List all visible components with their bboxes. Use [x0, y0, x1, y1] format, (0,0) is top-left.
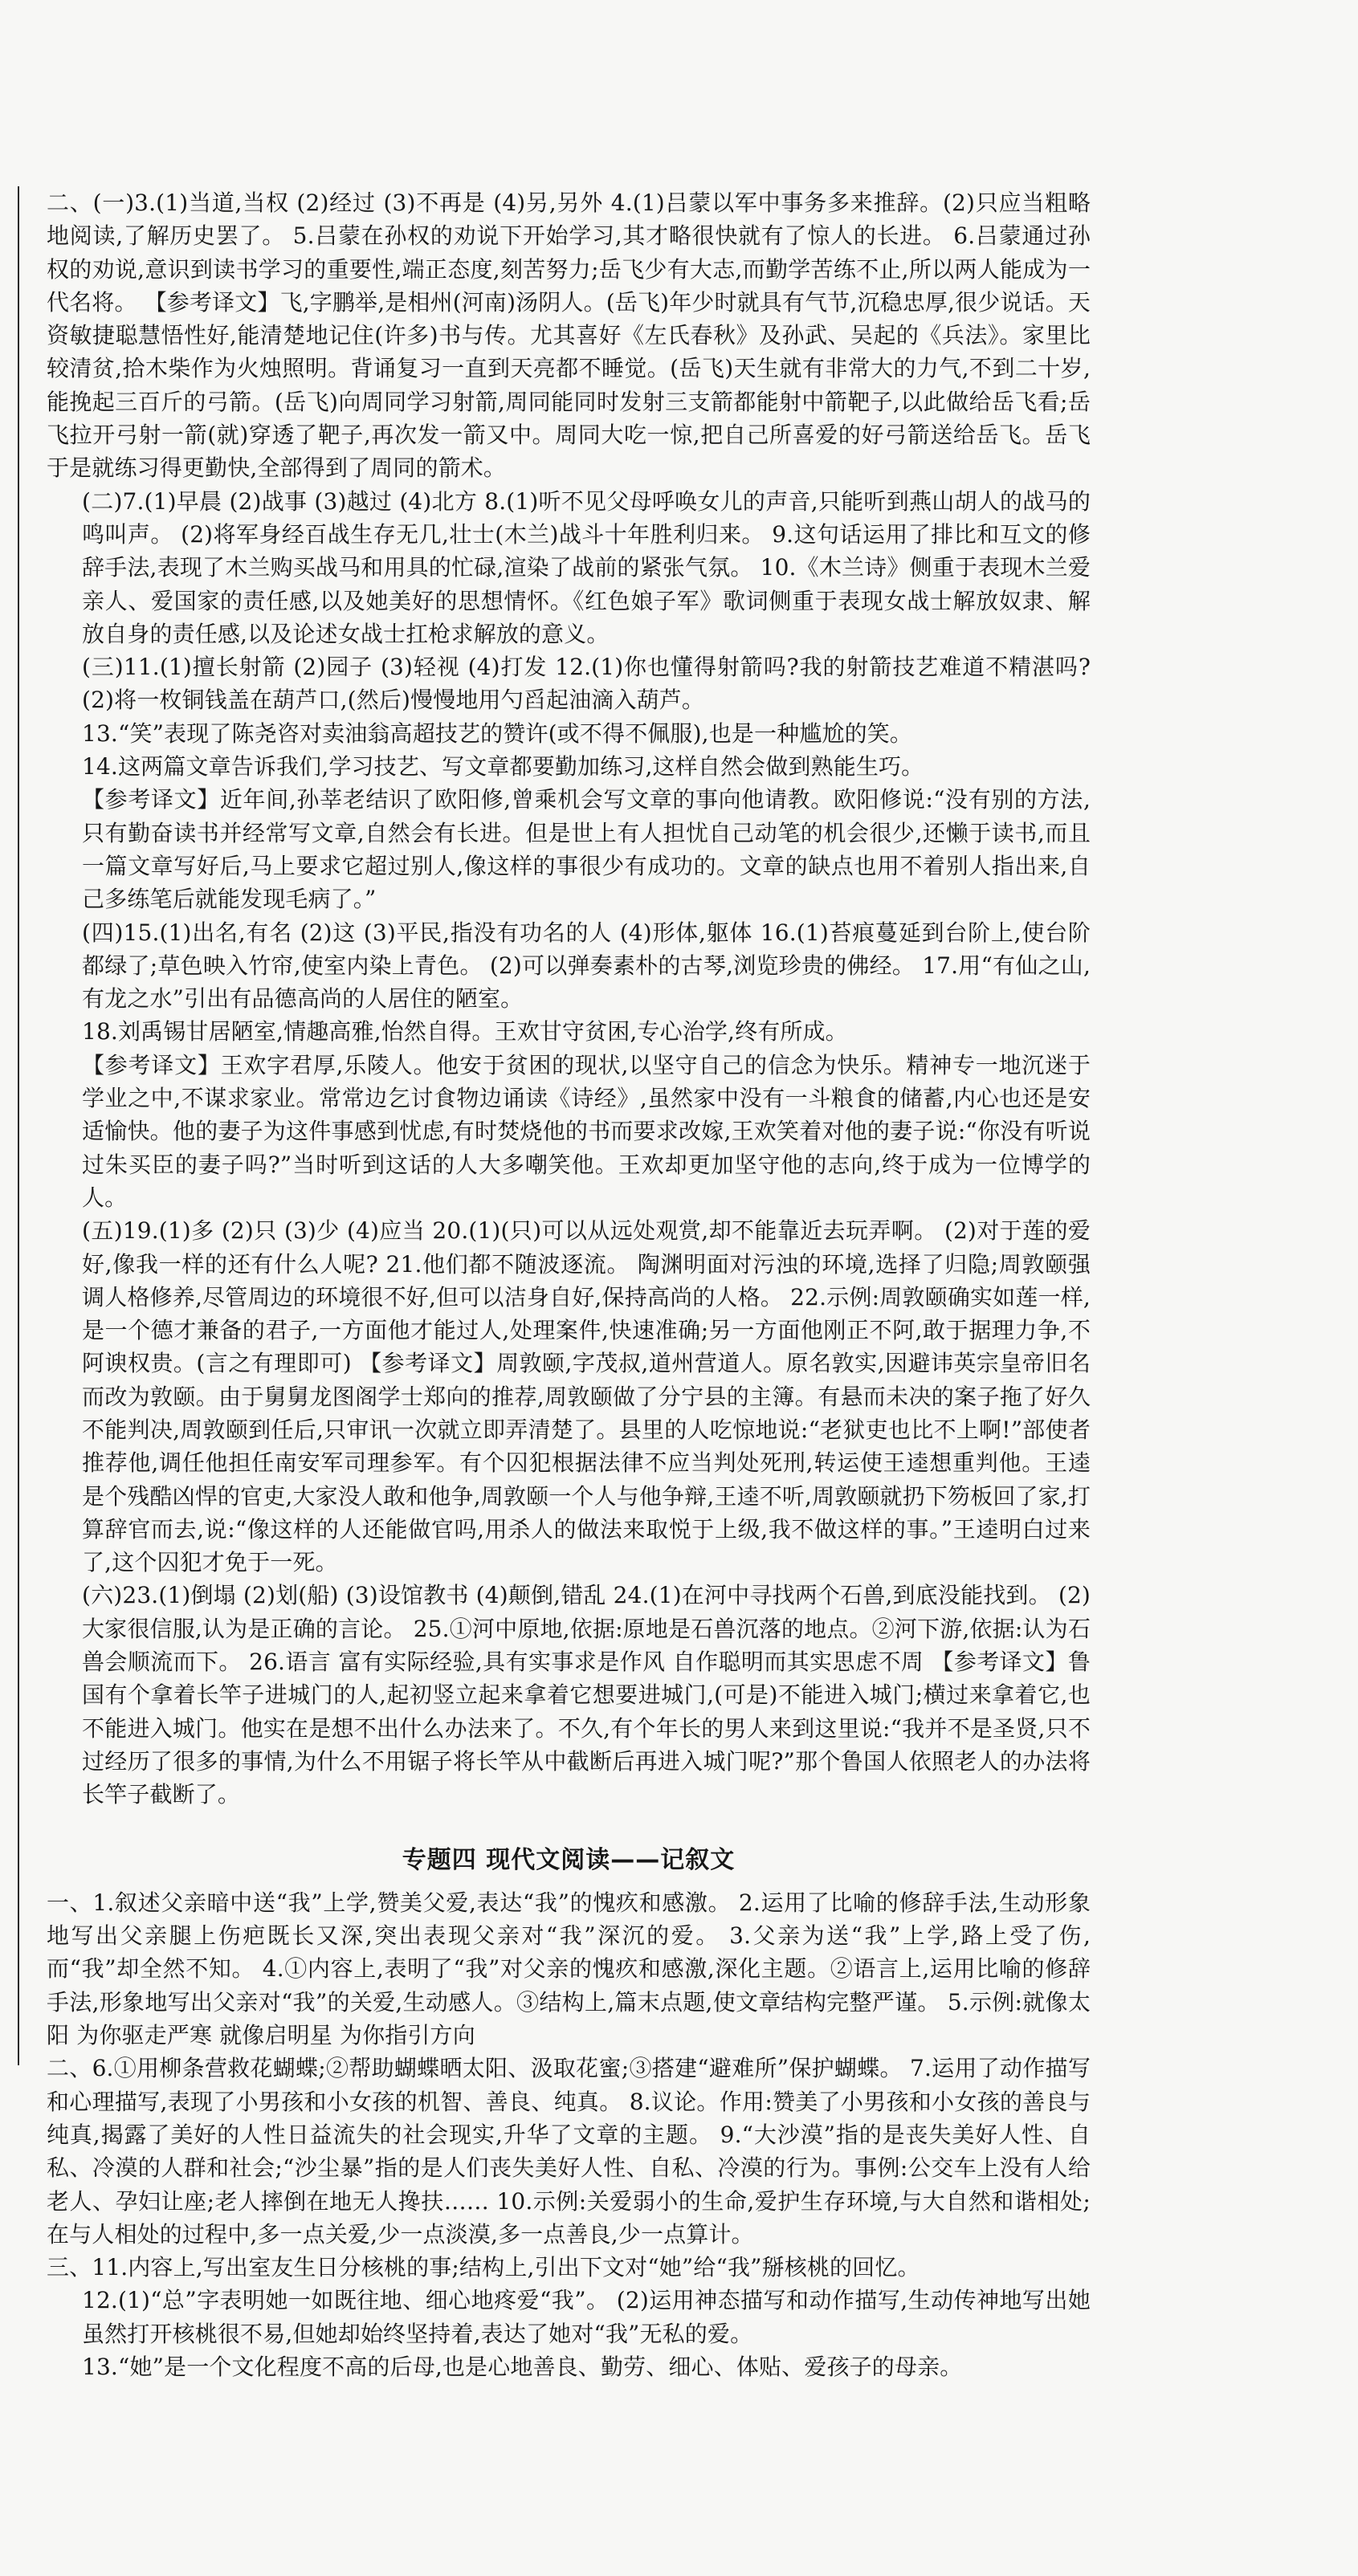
answer-paragraph: (四)15.(1)出名,有名 (2)这 (3)平民,指没有功名的人 (4)形体,躯体 16.(1)苔痕蔓延到台阶上,使台阶都绿了;草色映入竹帘,使室内染上青色。 (2)可以弹奏素朴的古琴,浏览珍贵的佛经。 17.用“有仙之山,有龙之水”引出有品德高尚的人居住的陋室。	[82, 919, 1091, 1013]
answer-paragraph: (五)19.(1)多 (2)只 (3)少 (4)应当 20.(1)(只)可以从远处观赏,却不能靠近去玩弄啊。 (2)对于莲的爱好,像我一样的还有什么人呢? 21.他们都不随波逐流。 陶渊明面对污浊的环境,选择了归隐;周敦颐强调人格修养,尽管周边的环境很不好,但可以洁身自好,保持高尚的人格。 22.示例:周敦颐确实如莲一样,是一个德才兼备的君子,一方面他才能过人,处理案件,快速准确;另一方面他刚正不阿,敢于据理力争,不阿谀权贵。(言之有理即可) 【参考译文】周敦颐,字茂叔,道州营道人。原名敦实,因避讳英宗皇帝旧名而改为敦颐。由于舅舅龙图阁学士郑向的推荐,周敦颐做了分宁县的主簿。有悬而未决的案子拖了好久不能判决,周敦颐到任后,只审讯一次就立即弄清楚了。县里的人吃惊地说:“老狱吏也比不上啊!”部使者推荐他,调任他担任南安军司理参军。有个囚犯根据法律不应当判处死刑,转运使王逵想重判他。王逵是个残酷凶悍的官吏,大家没人敢和他争,周敦颐一个人与他争辩,王逵不听,周敦颐就扔下笏板回了家,打算辞官而去,说:“像这样的人还能做官吗,用杀人的做法来取悦于上级,我不做这样的事。”王逵明白过来了,这个囚犯才免于一死。	[82, 1217, 1091, 1576]
translation-paragraph: 【参考译文】王欢字君厚,乐陵人。他安于贫困的现状,以坚守自己的信念为快乐。精神专一地沉迷于学业之中,不谋求家业。常常边乞讨食物边诵读《诗经》,虽然家中没有一斗粮食的储蓄,内心也还是安适愉快。他的妻子为这件事感到忧虑,有时焚烧他的书而要求改嫁,王欢笑着对他的妻子说:“你没有听说过朱买臣的妻子吗?”当时听到这话的人大多嘲笑他。王欢却更加坚守他的志向,终于成为一位博学的人。	[82, 1051, 1091, 1211]
answer-paragraph: 12.(1)“总”字表明她一如既往地、细心地疼爱“我”。 (2)运用神态描写和动作描写,生动传神地写出她虽然打开核桃很不易,但她却始终坚持着,表达了她对“我”无私的爱。	[82, 2287, 1091, 2347]
answer-paragraph: (二)7.(1)早晨 (2)战事 (3)越过 (4)北方 8.(1)听不见父母呼唤女儿的声音,只能听到燕山胡人的战马的鸣叫声。 (2)将军身经百战生存无几,壮士(木兰)战斗十年胜利归来。 9.这句话运用了排比和互文的修辞手法,表现了木兰购买战马和用具的忙碌,渲染了战前的紧张气氛。 10.《木兰诗》侧重于表现木兰爱亲人、爱国家的责任感,以及她美好的思想情怀。《红色娘子军》歌词侧重于表现女战士解放奴隶、解放自身的责任感,以及论述女战士扛枪求解放的意义。	[82, 487, 1091, 647]
translation-paragraph: 【参考译文】近年间,孙莘老结识了欧阳修,曾乘机会写文章的事向他请教。欧阳修说:“没有别的方法,只有勤奋读书并经常写文章,自然会有长进。但是世上有人担忧自己动笔的机会很少,还懒于读书,而且一篇文章写好后,马上要求它超过别人,像这样的事很少有成功的。文章的缺点也用不着别人指出来,自己多练笔后就能发现毛病了。”	[82, 786, 1091, 913]
answer-paragraph: (三)11.(1)擅长射箭 (2)园子 (3)轻视 (4)打发 12.(1)你也懂得射箭吗?我的射箭技艺难道不精湛吗? (2)将一枚铜钱盖在葫芦口,(然后)慢慢地用勺舀起油滴入葫芦。	[82, 654, 1091, 714]
classical-chinese-answers	[47, 186, 1091, 1812]
answer-paragraph: 三、11.内容上,写出室友生日分核桃的事;结构上,引出下文对“她”给“我”掰核桃的回忆。	[47, 2254, 920, 2281]
answer-paragraph: 14.这两篇文章告诉我们,学习技艺、写文章都要勤加练习,这样自然会做到熟能生巧。	[82, 753, 924, 781]
margin-rule	[18, 186, 19, 2065]
answer-paragraph: 二、6.①用柳条营救花蝴蝶;②帮助蝴蝶晒太阳、汲取花蜜;③搭建“避难所”保护蝴蝶。 7.运用了动作描写和心理描写,表现了小男孩和小女孩的机智、善良、纯真。 8.议论。作用:赞美了小男孩和小女孩的善良与纯真,揭露了美好的人性日益流失的社会现实,升华了文章的主题。 9.“大沙漠”指的是丧失美好人性、自私、冷漠的人群和社会;“沙尘暴”指的是人们丧失美好人性、自私、冷漠的行为。事例:公交车上没有人给老人、孕妇让座;老人摔倒在地无人搀扶…… 10.示例:关爱弱小的生命,爱护生存环境,与大自然和谐相处;在与人相处的过程中,多一点关爱,少一点淡漠,多一点善良,少一点算计。	[47, 2055, 1091, 2248]
answer-paragraph: 二、(一)3.(1)当道,当权 (2)经过 (3)不再是 (4)另,另外 4.(1)吕蒙以军中事务多来推辞。(2)只应当粗略地阅读,了解历史罢了。 5.吕蒙在孙权的劝说下开始学习,其才略很快就有了惊人的长进。 6.吕蒙通过孙权的劝说,意识到读书学习的重要性,端正态度,刻苦努力;岳飞少有大志,而勤学苦练不止,所以两人能成为一代名将。 【参考译文】飞,字鹏举,是相州(河南)汤阴人。(岳飞)年少时就具有气节,沉稳忠厚,很少说话。天资敏捷聪慧悟性好,能清楚地记住(许多)书与传。尤其喜好《左氏春秋》及孙武、吴起的《兵法》。家里比较清贫,拾木柴作为火烛照明。背诵复习一直到天亮都不睡觉。(岳飞)天生就有非常大的力气,不到二十岁,能挽起三百斤的弓箭。(岳飞)向周同学习射箭,周同能同时发射三支箭都能射中箭靶子,以此做给岳飞看;岳飞拉开弓射一箭(就)穿透了靶子,再次发一箭又中。周同大吃一惊,把自己所喜爱的好弓箭送给岳飞。岳飞于是就练习得更勤快,全部得到了周同的箭术。	[47, 190, 1091, 482]
answer-paragraph: 18.刘禹锡甘居陋室,情趣高雅,怡然自得。王欢甘守贫困,专心治学,终有所成。	[82, 1018, 848, 1045]
answer-paragraph: 13.“她”是一个文化程度不高的后母,也是心地善良、勤劳、细心、体贴、爱孩子的母亲。	[82, 2354, 963, 2380]
answer-paragraph: 13.“笑”表现了陈尧咨对卖油翁高超技艺的赞许(或不得不佩服),也是一种尴尬的笑。	[82, 719, 913, 747]
section-heading: 专题四 现代文阅读——记叙文	[402, 1845, 736, 1874]
modern-reading-answers	[47, 1886, 1091, 2383]
answer-paragraph: 一、1.叙述父亲暗中送“我”上学,赞美父爱,表达“我”的愧疚和感激。 2.运用了比喻的修辞手法,生动形象地写出父亲腿上伤疤既长又深,突出表现父亲对“我”深沉的爱。 3.父亲为送“我”上学,路上受了伤,而“我”却全然不知。 4.①内容上,表明了“我”对父亲的愧疚和感激,深化主题。②语言上,运用比喻的修辞手法,形象地写出父亲对“我”的关爱,生动感人。③结构上,篇末点题,使文章结构完整严谨。 5.示例:就像太阳 为你驱走严寒 就像启明星 为你指引方向	[47, 1889, 1091, 2049]
answer-paragraph: (六)23.(1)倒塌 (2)划(船) (3)设馆教书 (4)颠倒,错乱 24.(1)在河中寻找两个石兽,到底没能找到。 (2)大家很信服,认为是正确的言论。 25.①河中原地,依据:原地是石兽沉落的地点。②河下游,依据:认为石兽会顺流而下。 26.语言 富有实际经验,具有实事求是作风 自作聪明而其实思虑不周 【参考译文】鲁国有个拿着长竿子进城门的人,起初竖立起来拿着它想要进城门,(可是)不能进入城门;横过来拿着它,也不能进入城门。他实在是想不出什么办法来了。不久,有个年长的男人来到这里说:“我并不是圣贤,只不过经历了很多的事情,为什么不用锯子将长竿从中截断后再进入城门呢?”那个鲁国人依照老人的办法将长竿子截断了。	[82, 1582, 1091, 1808]
answer-content	[47, 186, 1091, 2383]
